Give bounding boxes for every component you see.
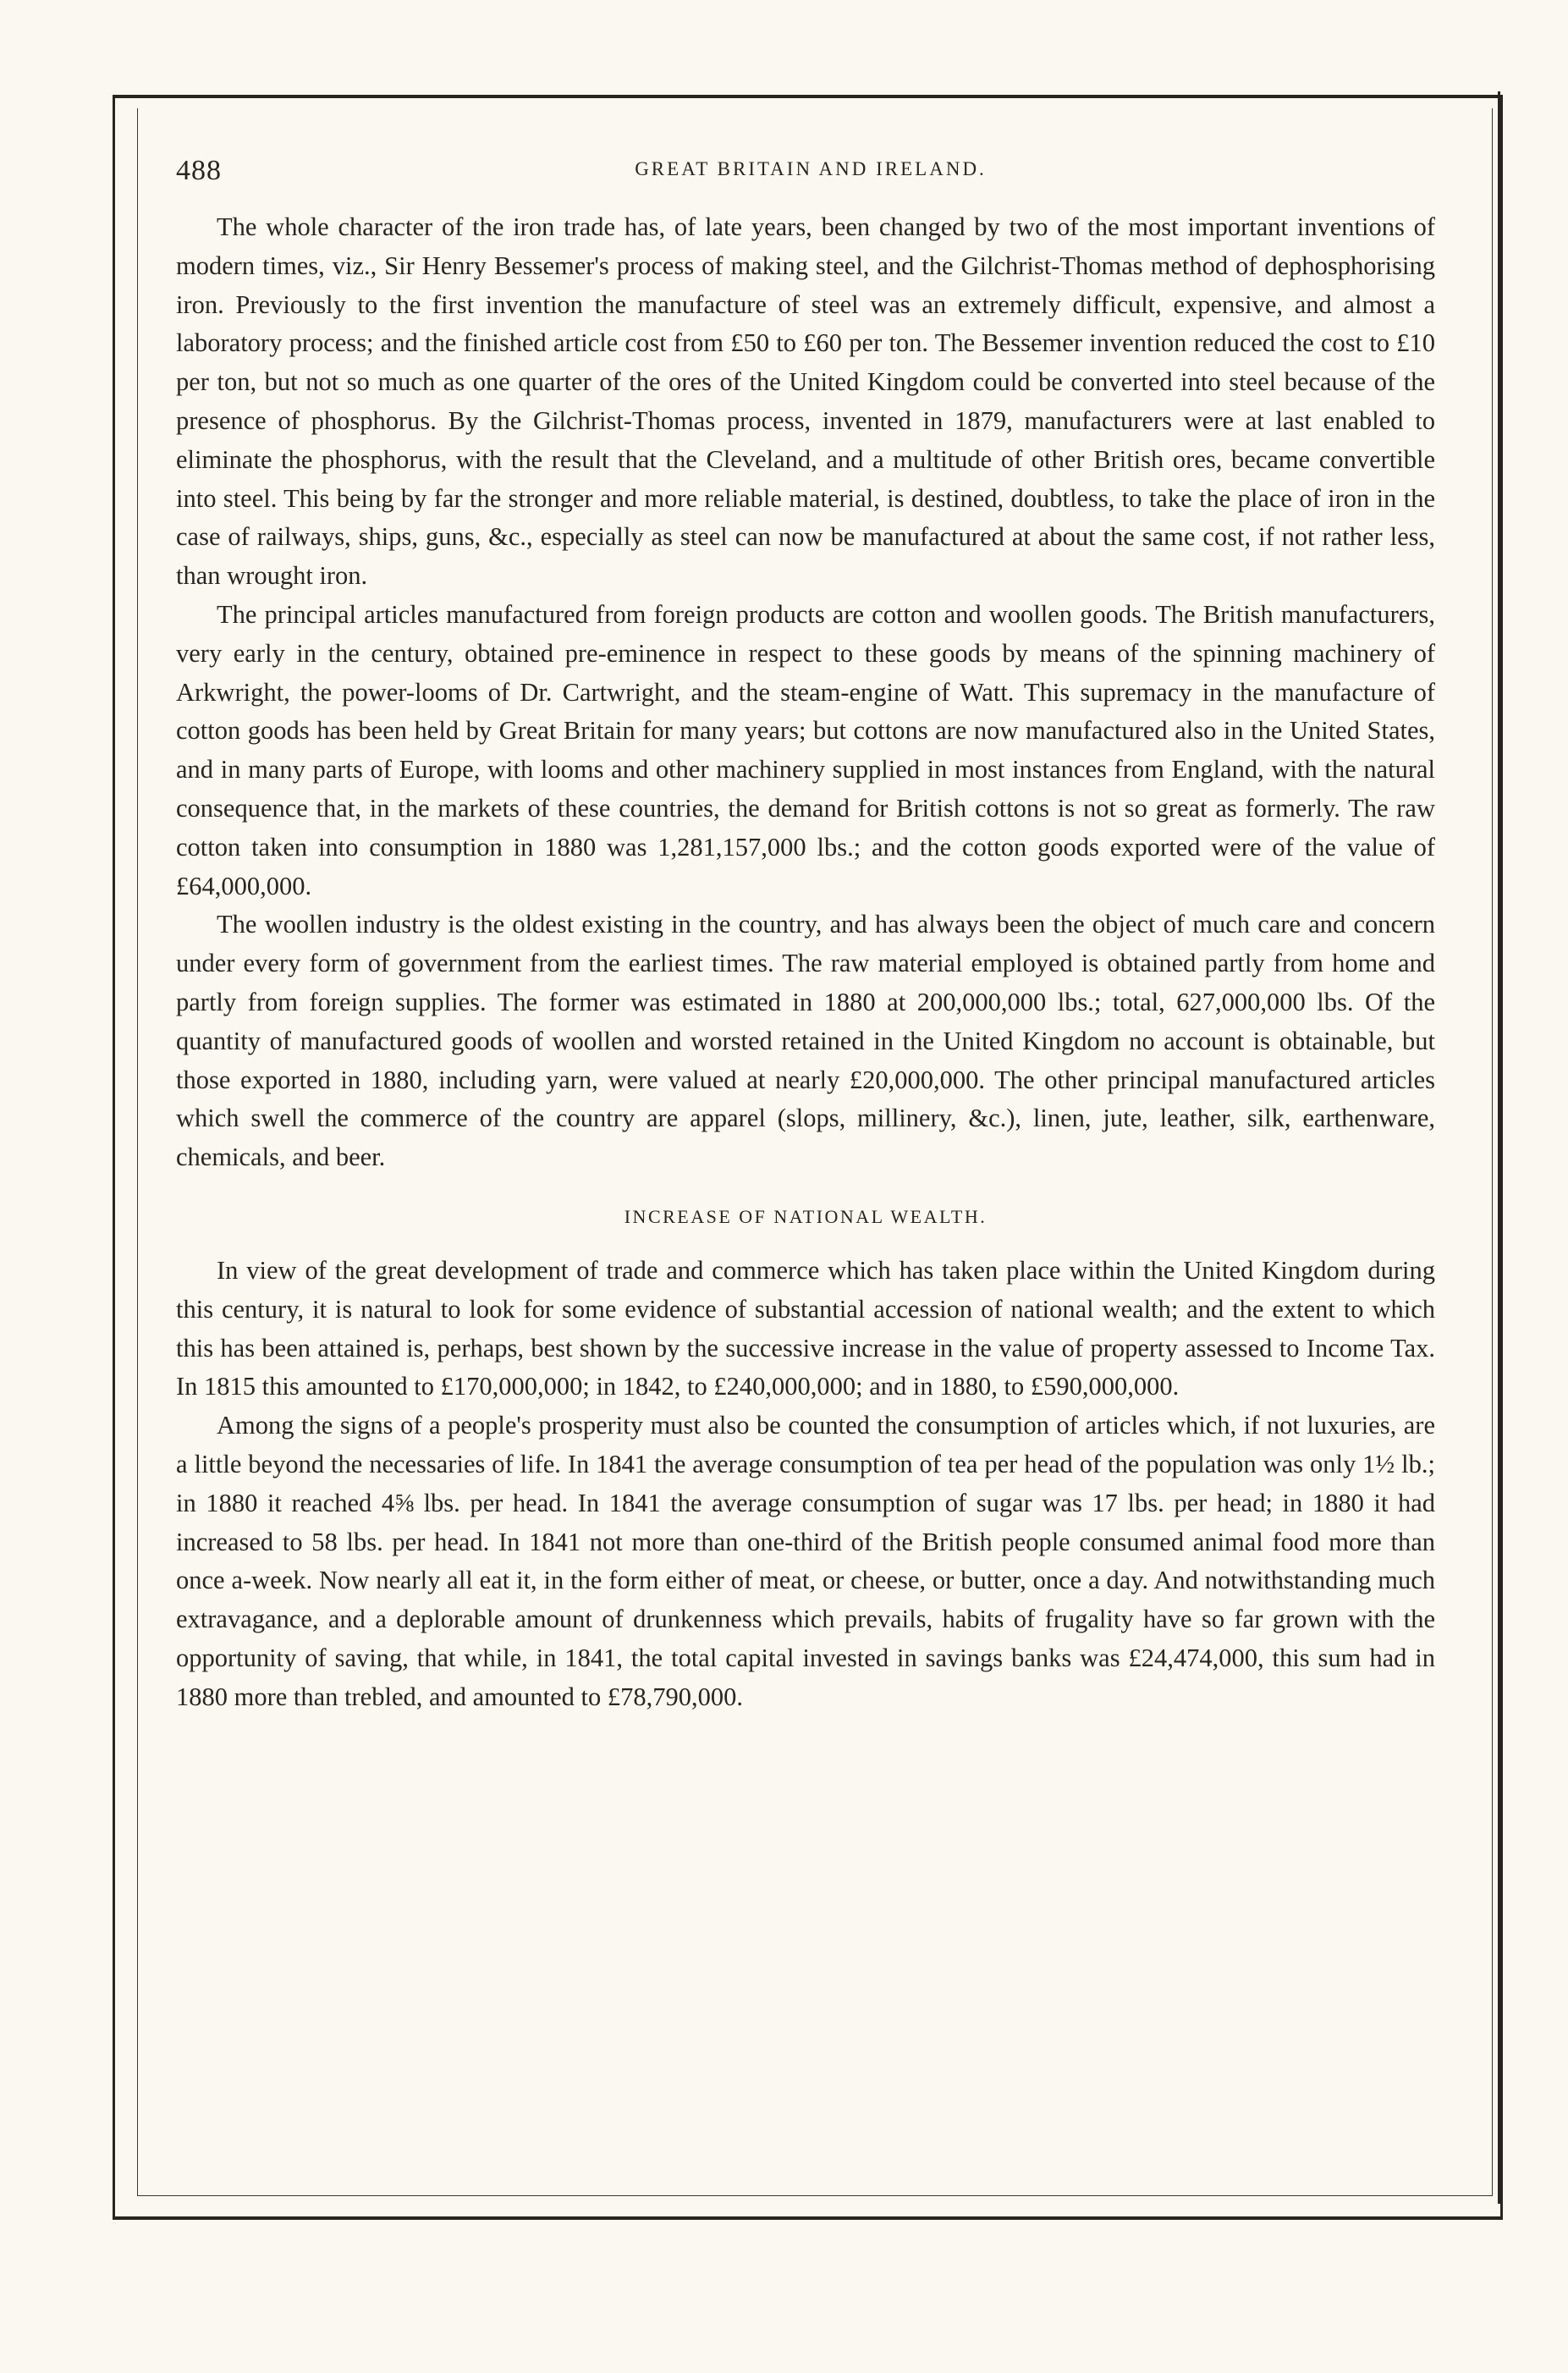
paragraph-cotton-woollen: The principal articles manufactured from foreign products are cotton and woollen goods. The British manufacturers, very early in the century, obtained pre-eminence in respect to these goods by means of the spinning machinery of Arkwright, the power-looms of Dr. Cartwright, and the steam-engine of Watt. This supremacy in the manufacture of cotton goods has been held by Great Britain for many years; but cottons are now manufactured also in the United States, and in many parts of Europe, with looms and other machinery supplied in most instances from England, with the natural consequence that, in the markets of these countries, the demand for British cottons is not so great as formerly. The raw cotton taken into consumption in 1880 was 1,281,157,000 lbs.; and the cotton goods exported were of the value of £64,000,000.	[176, 599, 1435, 900]
page-header	[176, 155, 1445, 193]
paragraph-prosperity: Among the signs of a people's prosperity must also be counted the consumption of articles which, if not luxuries, are a little beyond the necessaries of life. In 1841 the average consumption of tea per head of the population was only 1½ lb.; in 1880 it reached 4⅝ lbs. per head. In 1841 the average consumption of sugar was 17 lbs. per head; in 1880 it had increased to 58 lbs. per head. In 1841 not more than one-third of the British people consumed animal food more than once a-week. Now nearly all eat it, in the form either of meat, or cheese, or butter, once a day. And notwithstanding much extravagance, and a deplorable amount of drunkenness which prevails, habits of frugality have so far grown with the opportunity of saving, that while, in 1841, the total capital invested in savings banks was £24,474,000, this sum had in 1880 more than trebled, and amounted to £78,790,000.	[176, 1411, 1435, 1711]
page-body	[176, 208, 1435, 1716]
running-title: GREAT BRITAIN AND IRELAND.	[635, 158, 987, 179]
page-number: 488	[176, 155, 222, 186]
paragraph-iron-trade: The whole character of the iron trade has, of late years, been changed by two of the most important inventions of modern times, viz., Sir Henry Bessemer's process of making steel, and the Gilchrist-Thomas method of dephosphorising iron. Previously to the first invention the manufacture of steel was an extremely difficult, expensive, and almost a laboratory process; and the finished article cost from £50 to £60 per ton. The Bessemer invention reduced the cost to £10 per ton, but not so much as one quarter of the ores of the United Kingdom could be converted into steel because of the presence of phosphorus. By the Gilchrist-Thomas process, invented in 1879, manufacturers were at last enabled to eliminate the phosphorus, with the result that the Cleveland, and a multitude of other British ores, became convertible into steel. This being by far the stronger and more reliable material, is destined, doubtless, to take the place of iron in the case of railways, ships, guns, &c., especially as steel can now be manufactured at about the same cost, if not rather less, than wrought iron.	[176, 212, 1435, 591]
right-edge-rule	[1498, 91, 1500, 2204]
section-heading-national-wealth: INCREASE OF NATIONAL WEALTH.	[624, 1205, 988, 1227]
paragraph-woollen-industry: The woollen industry is the oldest existing in the country, and has always been the object of much care and concern under every form of government from the earliest times. The raw material employed is obtained partly from home and partly from foreign supplies. The former was estimated in 1880 at 200,000,000 lbs.; total, 627,000,000 lbs. Of the quantity of manufactured goods of woollen and worsted retained in the United Kingdom no account is obtainable, but those exported in 1880, including yarn, were valued at nearly £20,000,000. The other principal manufactured articles which swell the commerce of the country are apparel (slops, millinery, &c.), linen, jute, leather, silk, earthenware, chemicals, and beer.	[176, 910, 1435, 1172]
paragraph-income-tax: In view of the great development of trade and commerce which has taken place within the United Kingdom during this century, it is natural to look for some evidence of substantial accession of national wealth; and the extent to which this has been attained is, perhaps, best shown by the successive increase in the value of property assessed to Income Tax. In 1815 this amounted to £170,000,000; in 1842, to £240,000,000; and in 1880, to £590,000,000.	[176, 1255, 1435, 1401]
